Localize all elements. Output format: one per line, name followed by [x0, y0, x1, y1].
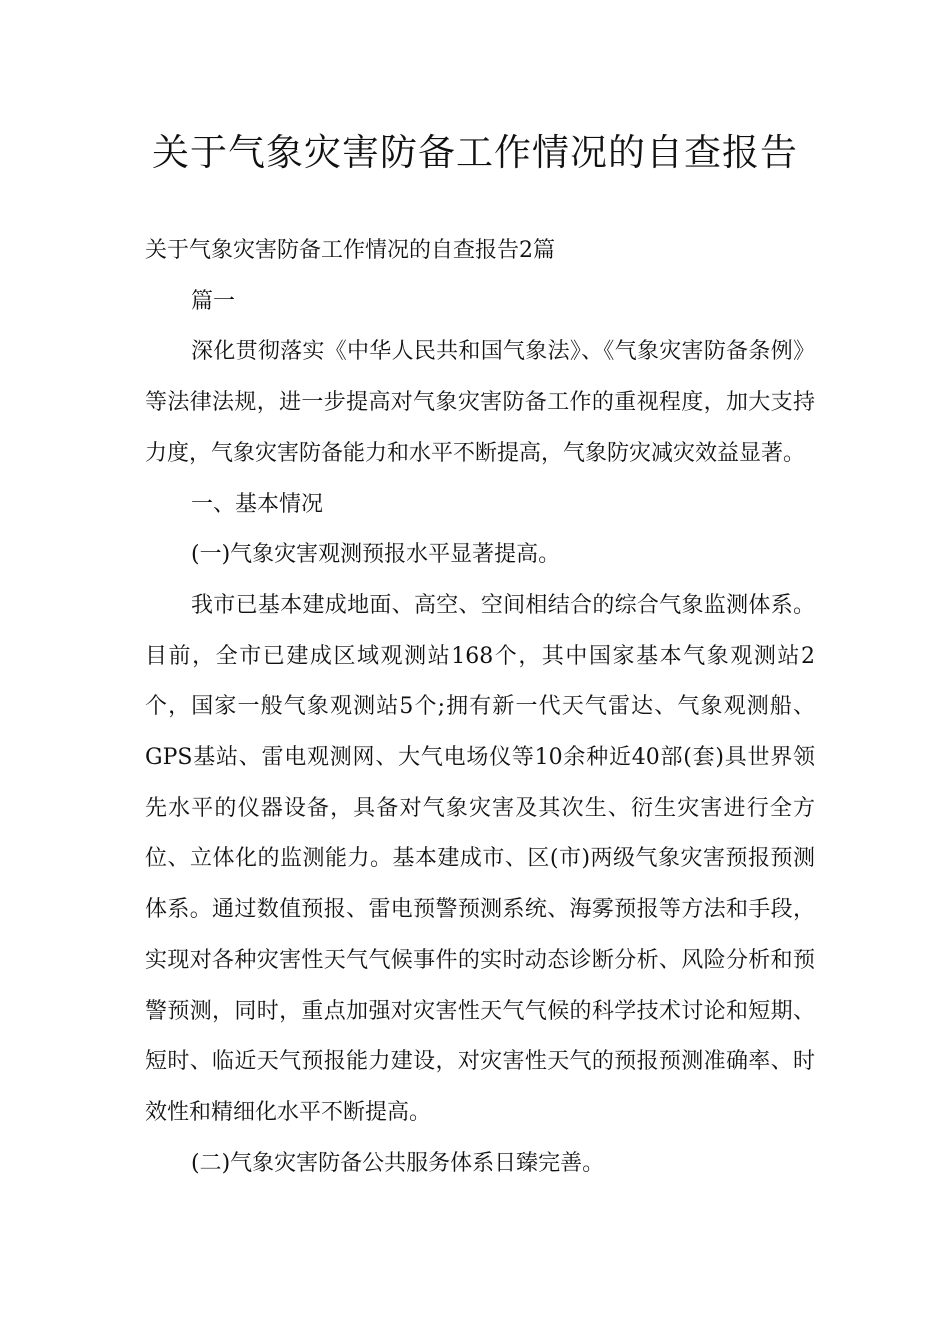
section-heading-basic-situation: 一、基本情况 — [191, 491, 324, 517]
part-label: 篇一 — [191, 288, 236, 314]
subsection-heading-1: (一)气象灾害观测预报水平显著提高。 — [191, 542, 561, 568]
subsection-heading-2: (二)气象灾害防备公共服务体系日臻完善。 — [191, 1150, 605, 1176]
document-body — [145, 226, 815, 1189]
paragraph-intro: 深化贯彻落实《中华人民共和国气象法》、《气象灾害防备条例》等法律法规，进一步提高对气象灾害防备工作的重视程度，加大支持力度，气象灾害防备能力和水平不断提高，气象防灾减灾效益显著。 — [145, 339, 815, 466]
document-subtitle: 关于气象灾害防备工作情况的自查报告2篇 — [145, 238, 555, 263]
document-title: 关于气象灾害防备工作情况的自查报告 — [152, 131, 798, 174]
paragraph-monitoring: 我市已基本建成地面、高空、空间相结合的综合气象监测体系。目前，全市已建成区域观测站168个，其中国家基本气象观测站2个，国家一般气象观测站5个;拥有新一代天气雷达、气象观测船、GPS基站、雷电观测网、大气电场仪等10余种近40部(套)具世界领先水平的仪器设备，具备对气象灾害及其次生、衍生灾害进行全方位、立体化的监测能力。基本建成市、区(市)两级气象灾害预报预测体系。通过数值预报、雷电预警预测系统、海雾预报等方法和手段，实现对各种灾害性天气气候事件的实时动态诊断分析、风险分析和预警预测，同时，重点加强对灾害性天气气候的科学技术讨论和短期、短时、临近天气预报能力建设，对灾害性天气的预报预测准确率、时效性和精细化水平不断提高。 — [145, 592, 815, 1125]
